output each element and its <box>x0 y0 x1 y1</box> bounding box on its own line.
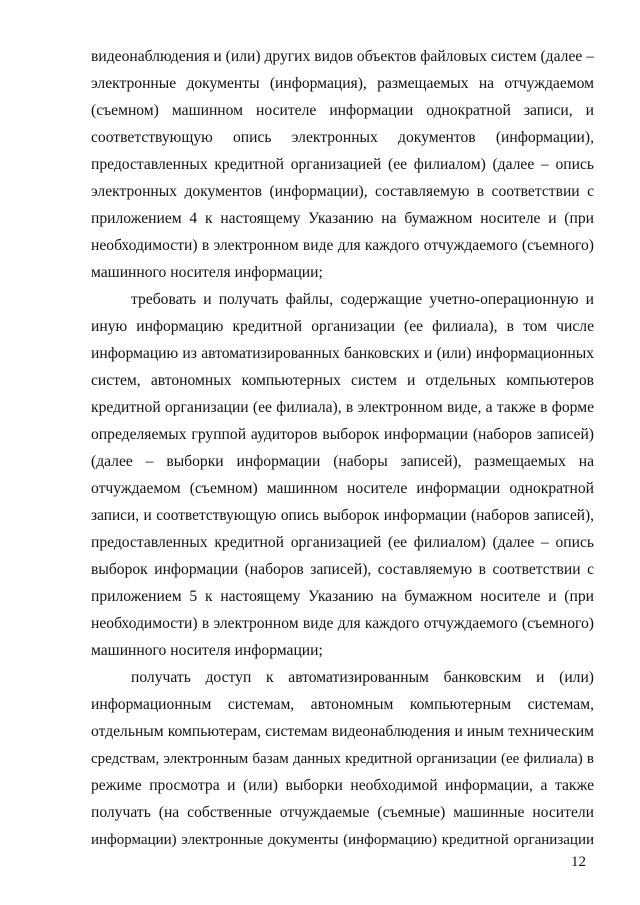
text-line: необходимости) в электронном виде для каждого отчуждаемого (съемного) <box>91 237 594 254</box>
text-line: режиме просмотра и (или) выборки необходимой информации, а также <box>91 777 594 794</box>
text-line: приложением 5 к настоящему Указанию на бумажном носителе и (при <box>91 588 594 605</box>
text-line: приложением 4 к настоящему Указанию на бумажном носителе и (при <box>91 210 594 227</box>
text-line: записи, и соответствующую опись выборок информации (наборов записей), <box>91 507 594 524</box>
text-line: выборок информации (наборов записей), составляемую в соответствии с <box>91 561 594 578</box>
text-line: электронные документы (информация), размещаемых на отчуждаемом <box>91 75 594 92</box>
text-line: предоставленных кредитной организацией (ее филиалом) (далее – опись <box>91 156 594 173</box>
text-line: средствам, электронным базам данных кредитной организации (ее филиала) в <box>91 751 594 767</box>
page-number: 12 <box>571 854 586 870</box>
text-line: машинного носителя информации; <box>91 264 323 281</box>
paragraph-first-line: получать доступ к автоматизированным банковским и (или) <box>131 669 594 686</box>
text-line: получать (на собственные отчуждаемые (съемные) машинные носители <box>91 804 594 821</box>
text-line: предоставленных кредитной организацией (ее филиалом) (далее – опись <box>91 534 594 551</box>
text-line: соответствующую опись электронных документов (информации), <box>91 129 594 146</box>
text-line: необходимости) в электронном виде для каждого отчуждаемого (съемного) <box>91 615 594 632</box>
paragraph-first-line: требовать и получать файлы, содержащие учетно-операционную и <box>131 291 594 308</box>
text-line: систем, автономных компьютерных систем и отдельных компьютеров <box>91 372 594 389</box>
text-line: машинного носителя информации; <box>91 642 323 659</box>
text-line: информации) электронные документы (информацию) кредитной организации <box>91 832 594 848</box>
text-line: электронных документов (информации), составляемую в соответствии с <box>91 183 594 200</box>
text-line: кредитной организации (ее филиала), в электронном виде, а также в форме <box>91 399 594 416</box>
text-line: видеонаблюдения и (или) других видов объектов файловых систем (далее – <box>91 48 594 65</box>
text-line: отдельным компьютерам, системам видеонаблюдения и иным техническим <box>91 723 594 740</box>
text-line: иную информацию кредитной организации (ее филиала), в том числе <box>91 318 594 335</box>
text-line: информацию из автоматизированных банковских и (или) информационных <box>91 345 594 362</box>
text-line: информационным системам, автономным компьютерным системам, <box>91 696 594 713</box>
text-line: отчуждаемом (съемном) машинном носителе информации однократной <box>91 480 594 497</box>
text-line: (далее – выборки информации (наборы записей), размещаемых на <box>91 453 594 470</box>
text-line: (съемном) машинном носителе информации однократной записи, и <box>91 102 594 119</box>
text-line: определяемых группой аудиторов выборок информации (наборов записей) <box>91 426 594 443</box>
